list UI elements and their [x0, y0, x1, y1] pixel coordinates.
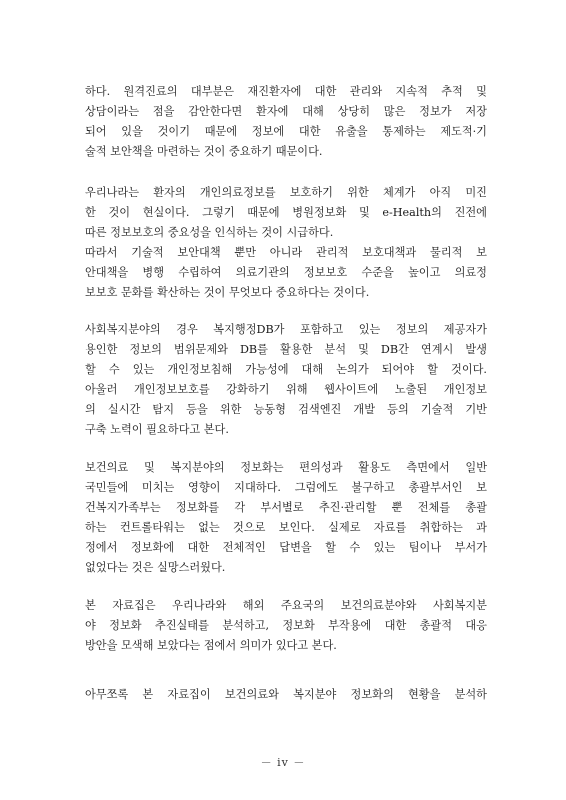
text-line: 우리나라는 환자의 개인의료정보를 보호하기 위한 체계가 아직 미진: [85, 186, 487, 199]
paragraph-6: [85, 685, 487, 705]
text-line: 없었다는 것은 실망스러웠다.: [85, 561, 226, 574]
text-line: 용인한 정보의 범위문제와 DB를 활용한 분석 및 DB간 연계시 발생: [85, 343, 487, 356]
text-line: 한 것이 현실이다. 그렇기 때문에 병원정보화 및 e-Health의 진전에: [85, 206, 487, 219]
paragraph-2: [85, 183, 487, 303]
paragraph-3: [85, 320, 487, 440]
text-line: 따른 정보보호의 중요성을 인식하는 것이 시급하다.: [85, 226, 334, 239]
paragraph-5: [85, 596, 487, 656]
text-line: 안대책을 병행 수립하여 의료기관의 정보보호 수준을 높이고 의료정: [85, 266, 487, 279]
text-line: 아울러 개인정보보호를 강화하기 위해 웹사이트에 노출된 개인정보: [85, 383, 487, 396]
paragraph-1: [85, 82, 487, 162]
text-line: 할 수 있는 개인정보침해 가능성에 대해 논의가 되어야 할 것이다.: [85, 363, 487, 376]
text-line: 건복지가족부는 정보화를 각 부서별로 추진·관리할 뿐 전체를 총괄: [85, 501, 487, 514]
text-line: 의 실시간 탐지 등을 위한 능동형 검색엔진 개발 등의 기술적 기반: [85, 403, 487, 416]
text-line: 하는 컨트롤타워는 없는 것으로 보인다. 실제로 자료를 취합하는 과: [85, 521, 487, 534]
text-line: 상담이라는 점을 감안한다면 환자에 대해 상당히 많은 정보가 저장: [85, 105, 487, 118]
text-line: 보보호 문화를 확산하는 것이 무엇보다 중요하다는 것이다.: [85, 286, 370, 299]
text-line: 아무쪼록 본 자료집이 보건의료와 복지분야 정보화의 현황을 분석하: [85, 688, 487, 701]
text-line: 구축 노력이 필요하다고 본다.: [85, 423, 229, 436]
text-line: 술적 보안책을 마련하는 것이 중요하기 때문이다.: [85, 145, 323, 158]
page-number: － iv －: [260, 756, 306, 769]
text-line: 따라서 기술적 보안대책 뿐만 아니라 관리적 보호대책과 물리적 보: [85, 246, 487, 259]
text-line: 국민들에 미치는 영향이 지대하다. 그럼에도 불구하고 총괄부서인 보: [85, 481, 487, 494]
text-line: 방안을 모색해 보았다는 점에서 의미가 있다고 본다.: [85, 639, 337, 652]
text-line: 되어 있을 것이기 때문에 정보에 대한 유출을 통제하는 제도적·기: [85, 125, 487, 138]
text-line: 하다. 원격진료의 대부분은 재진환자에 대한 관리와 지속적 추적 및: [85, 85, 487, 98]
text-line: 야 정보화 추진실태를 분석하고, 정보화 부작용에 대한 총괄적 대응: [85, 619, 487, 632]
text-line: 본 자료집은 우리나라와 해외 주요국의 보건의료분야와 사회복지분: [85, 599, 487, 612]
text-line: 보건의료 및 복지분야의 정보화는 편의성과 활용도 측면에서 일반: [85, 461, 487, 474]
paragraph-4: [85, 458, 487, 578]
text-line: 사회복지분야의 경우 복지행정DB가 포함하고 있는 정보의 제공자가: [85, 323, 487, 336]
text-line: 정에서 정보화에 대한 전체적인 답변을 할 수 있는 팀이나 부서가: [85, 541, 487, 554]
